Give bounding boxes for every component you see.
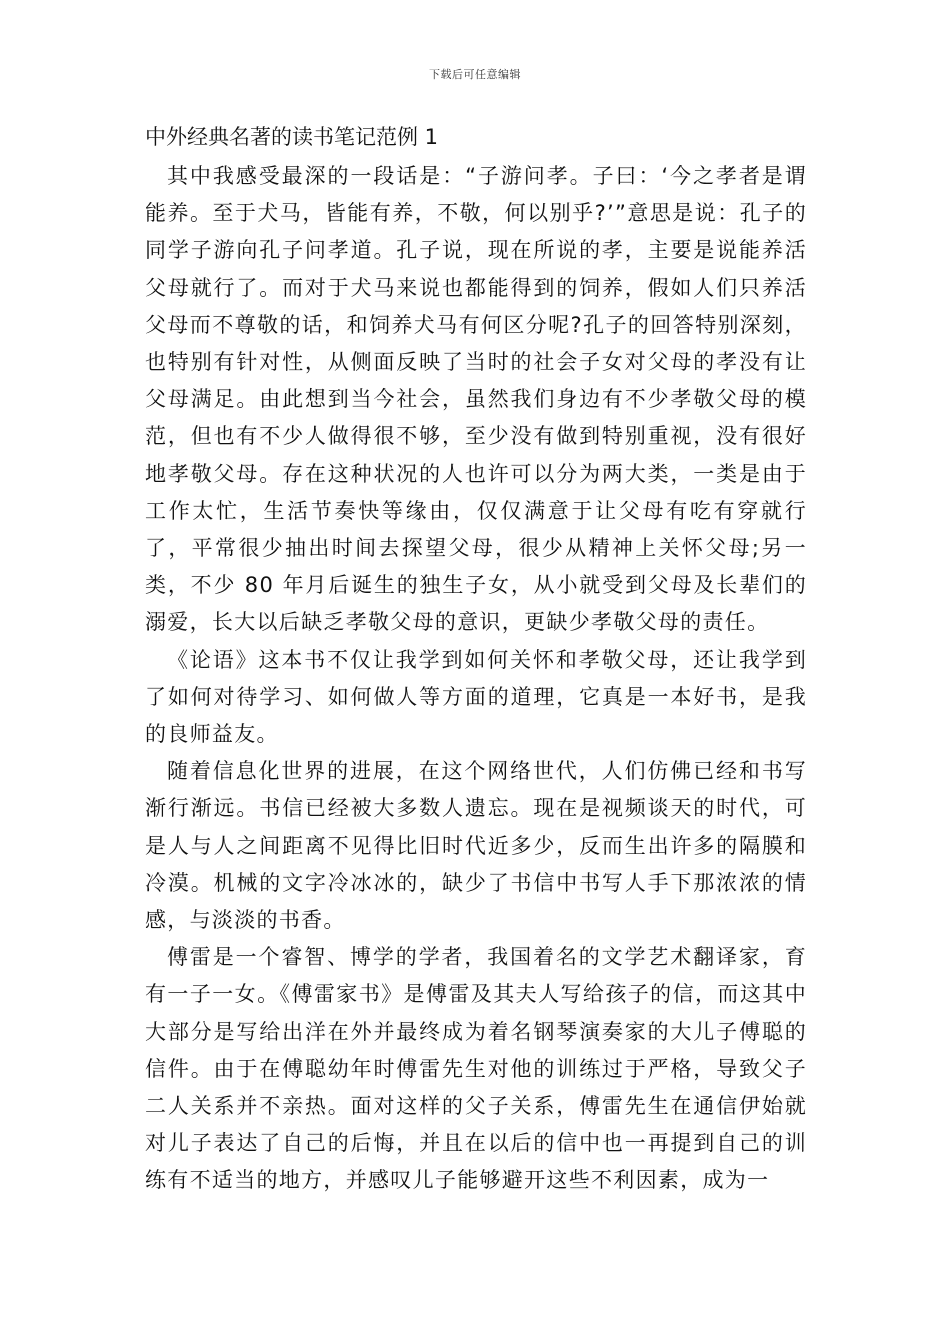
paragraph-fu-lei: 傅雷是一个睿智、博学的学者，我国着名的文学艺术翻译家，育有一子一女。《傅雷家书》是傅雷及其夫人写给孩子的信，而这其中大部分是写给出洋在外并最终成为着名钢琴演奏家的大儿子傅聪的信件。由于在傅聪幼年时傅雷先生对他的训练过于严格，导致父子二人关系并不亲热。面对这样的父子关系，傅雷先生在通信伊始就对儿子表达了自己的后悔，并且在以后的信中也一再提到自己的训练有不适当的地方，并感叹儿子能够避开这些不利因素，成为一 [145, 945, 807, 1193]
paragraph-letter-writing: 随着信息化世界的进展，在这个网络世代，人们仿佛已经和书写渐行渐远。书信已经被大多数人遗忘。现在是视频谈天的时代，可是人与人之间距离不见得比旧时代近多少，反而生出许多的隔膜和冷漠。机械的文字冷冰冰的，缺少了书信中书写人手下那浓浓的情感，与淡淡的书香。 [145, 759, 807, 933]
document-title: 中外经典名著的读书笔记范例 1 [145, 125, 439, 149]
document-body [145, 121, 807, 1200]
page-header-note: 下载后可任意编辑 [429, 68, 521, 81]
paragraph-filial-piety: 其中我感受最深的一段话是：“子游问孝。子曰：‘今之孝者是谓能养。至于犬马，皆能有养，不敬，何以别乎?’”意思是说：孔子的同学子游向孔子问孝道。孔子说，现在所说的孝，主要是说能养活父母就行了。而对于犬马来说也都能得到的饲养，假如人们只养活父母而不尊敬的话，和饲养犬马有何区分呢?孔子的回答特别深刻，也特别有针对性，从侧面反映了当时的社会子女对父母的孝没有让父母满足。由此想到当今社会，虽然我们身边有不少孝敬父母的模范，但也有不少人做得很不够，至少没有做到特别重视，没有很好地孝敬父母。存在这种状况的人也许可以分为两大类，一类是由于工作太忙，生活节奏快等缘由，仅仅满意于让父母有吃有穿就行了，平常很少抽出时间去探望父母，很少从精神上关怀父母;另一类，不少 80 年月后诞生的独生子女，从小就受到父母及长辈们的溺爱，长大以后缺乏孝敬父母的意识，更缺少孝敬父母的责任。 [145, 164, 807, 635]
paragraph-analects: 《论语》这本书不仅让我学到如何关怀和孝敬父母，还让我学到了如何对待学习、如何做人等方面的道理，它真是一本好书，是我的良师益友。 [145, 647, 807, 747]
